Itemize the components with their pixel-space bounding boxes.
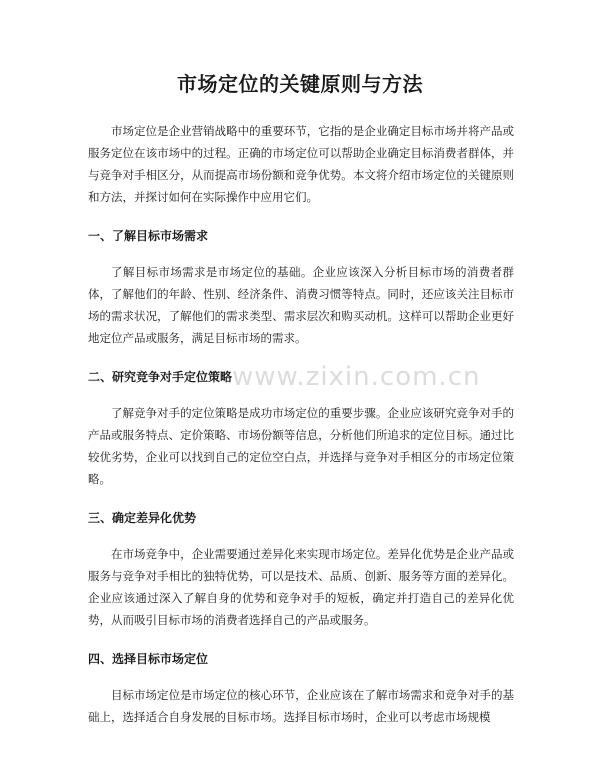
section-heading: 四、选择目标市场定位 xyxy=(88,652,209,666)
document-body xyxy=(88,120,514,728)
section-paragraph: 目标市场定位是市场定位的核心环节，企业应该在了解市场需求和竞争对手的基础上，选择适合自身发展的目标市场。选择目标市场时，企业可以考虑市场规模 xyxy=(88,688,514,724)
section-paragraph: 在市场竞争中，企业需要通过差异化来实现市场定位。差异化优势是企业产品或服务与竞争对手相比的独特优势，可以是技术、品质、创新、服务等方面的差异化。企业应该通过深入了解自身的优势和竞争对手的短板，确定并打造自己的差异化优势，从而吸引目标市场的消费者选择自己的产品或服务。 xyxy=(88,547,514,627)
watermark: www.zixin.com.cn xyxy=(232,362,481,392)
intro-paragraph: 市场定位是企业营销战略中的重要环节，它指的是企业确定目标市场并将产品或服务定位在该市场中的过程。正确的市场定位可以帮助企业确定目标消费者群体，并与竞争对手相区分，从而提高市场份额和竞争优势。本文将介绍市场定位的关键原则和方法，并探讨如何在实际操作中应用它们。 xyxy=(88,124,514,204)
section-paragraph: 了解目标市场需求是市场定位的基础。企业应该深入分析目标市场的消费者群体，了解他们的年龄、性别、经济条件、消费习惯等特点。同时，还应该关注目标市场的需求状况，了解他们的需求类型、需求层次和购买动机。这样可以帮助企业更好地定位产品或服务，满足目标市场的需求。 xyxy=(88,265,514,345)
section-heading: 三、确定差异化优势 xyxy=(88,511,197,525)
page-title: 市场定位的关键原则与方法 xyxy=(177,72,423,96)
section-heading: 一、了解目标市场需求 xyxy=(88,229,209,243)
section-heading: 二、研究竞争对手定位策略 xyxy=(88,370,233,384)
section-paragraph: 了解竞争对手的定位策略是成功市场定位的重要步骤。企业应该研究竞争对手的产品或服务特点、定价策略、市场份额等信息，分析他们所追求的定位目标。通过比较优劣势，企业可以找到自己的定位空白点，并选择与竞争对手相区分的市场定位策略。 xyxy=(88,406,514,486)
